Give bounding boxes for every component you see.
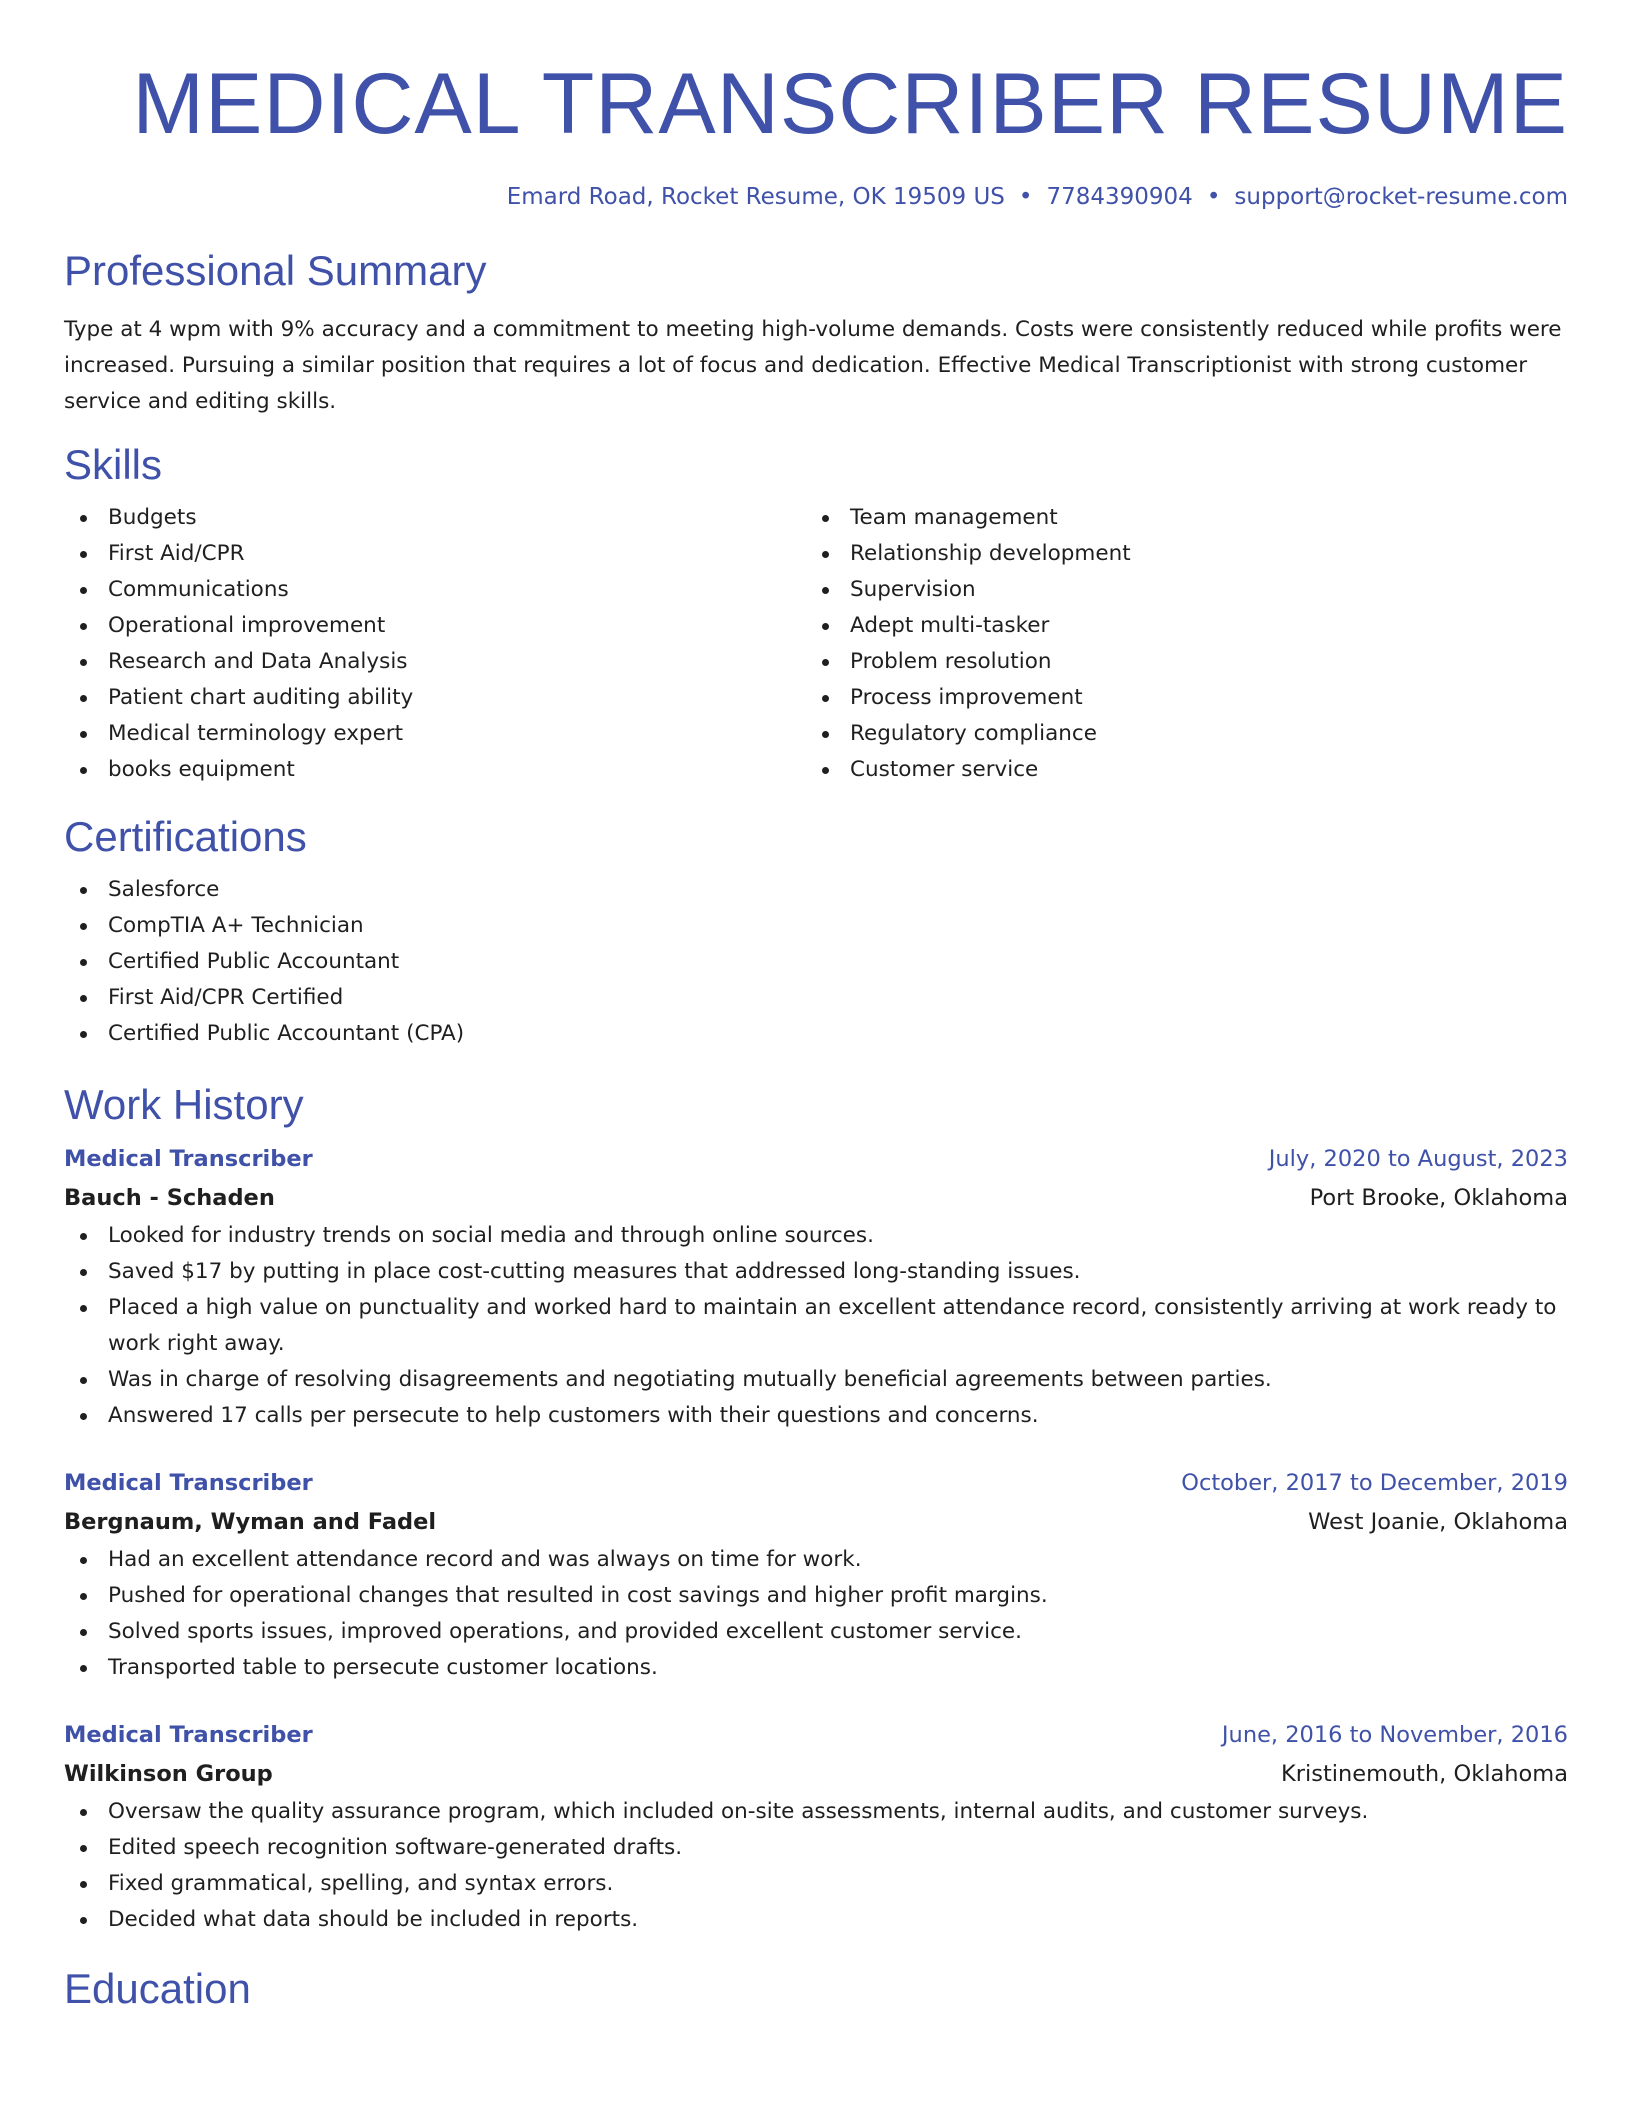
resume-page bbox=[64, 0, 1568, 2014]
contact-phone: 7784390904 bbox=[1046, 184, 1193, 210]
job-entry bbox=[64, 1716, 1568, 1938]
job-dates: June, 2016 to November, 2016 bbox=[1221, 1722, 1568, 1748]
skills-list-left bbox=[64, 500, 806, 788]
job-bullet: Answered 17 calls per persecute to help customers with their questions and concerns. bbox=[64, 1398, 1568, 1434]
job-bullet: Pushed for operational changes that resulted in cost savings and higher profit margins. bbox=[64, 1578, 1568, 1614]
job-bullets bbox=[64, 1542, 1568, 1686]
job-employer-row bbox=[64, 1754, 1568, 1794]
job-bullets bbox=[64, 1218, 1568, 1434]
certifications-list bbox=[64, 872, 1568, 1052]
skill-item: Communications bbox=[64, 572, 806, 608]
skills-columns bbox=[64, 500, 1568, 788]
job-bullet: Had an excellent attendance record and was always on time for work. bbox=[64, 1542, 1568, 1578]
certification-item: CompTIA A+ Technician bbox=[64, 908, 1568, 944]
skill-item: Budgets bbox=[64, 500, 806, 536]
education-section bbox=[64, 1964, 1568, 2014]
summary-section bbox=[64, 246, 1568, 420]
skill-item: Team management bbox=[806, 500, 1548, 536]
skill-item: Process improvement bbox=[806, 680, 1548, 716]
job-header bbox=[64, 1140, 1568, 1178]
skills-heading: Skills bbox=[64, 441, 163, 488]
job-bullet: Transported table to persecute customer locations. bbox=[64, 1650, 1568, 1686]
skill-item: Research and Data Analysis bbox=[64, 644, 806, 680]
skill-item: Relationship development bbox=[806, 536, 1548, 572]
contact-email[interactable]: support@rocket-resume.com bbox=[1234, 184, 1568, 210]
skill-item: books equipment bbox=[64, 752, 806, 788]
job-bullet: Solved sports issues, improved operations, and provided excellent customer service. bbox=[64, 1614, 1568, 1650]
job-title: Medical Transcriber bbox=[64, 1146, 313, 1172]
skill-item: Regulatory compliance bbox=[806, 716, 1548, 752]
summary-text: Type at 4 wpm with 9% accuracy and a commitment to meeting high-volume demands. Costs were consistently reduced while profits were increased. Pursuing a similar position that requires a lot of focus and dedication. Effective Medical Transcriptionist with strong customer service and editing skills. bbox=[64, 317, 1562, 414]
contact-separator: • bbox=[1206, 184, 1221, 210]
job-entry bbox=[64, 1464, 1568, 1686]
job-header bbox=[64, 1716, 1568, 1754]
skill-item: First Aid/CPR bbox=[64, 536, 806, 572]
certification-item: First Aid/CPR Certified bbox=[64, 980, 1568, 1016]
certification-item: Certified Public Accountant bbox=[64, 944, 1568, 980]
job-employer: Wilkinson Group bbox=[64, 1761, 273, 1787]
job-dates: October, 2017 to December, 2019 bbox=[1181, 1470, 1568, 1496]
skill-item: Patient chart auditing ability bbox=[64, 680, 806, 716]
job-location: West Joanie, Oklahoma bbox=[1308, 1509, 1568, 1535]
work-history-heading: Work History bbox=[64, 1081, 304, 1128]
skills-section bbox=[64, 440, 1568, 788]
job-location: Port Brooke, Oklahoma bbox=[1309, 1185, 1568, 1211]
job-bullet: Placed a high value on punctuality and worked hard to maintain an excellent attendance record, consistently arriving at work ready to work right away. bbox=[64, 1290, 1568, 1362]
job-employer: Bergnaum, Wyman and Fadel bbox=[64, 1509, 437, 1535]
job-bullet: Edited speech recognition software-generated drafts. bbox=[64, 1830, 1568, 1866]
job-employer-row bbox=[64, 1502, 1568, 1542]
job-entry bbox=[64, 1140, 1568, 1434]
skill-item: Medical terminology expert bbox=[64, 716, 806, 752]
job-bullet: Was in charge of resolving disagreements and negotiating mutually beneficial agreements between parties. bbox=[64, 1362, 1568, 1398]
skill-item: Supervision bbox=[806, 572, 1548, 608]
job-bullet: Saved $17 by putting in place cost-cutting measures that addressed long-standing issues. bbox=[64, 1254, 1568, 1290]
certifications-heading: Certifications bbox=[64, 813, 307, 860]
job-title: Medical Transcriber bbox=[64, 1470, 313, 1496]
job-bullet: Fixed grammatical, spelling, and syntax errors. bbox=[64, 1866, 1568, 1902]
job-dates: July, 2020 to August, 2023 bbox=[1268, 1146, 1568, 1172]
contact-separator: • bbox=[1018, 184, 1033, 210]
skills-list-right bbox=[806, 500, 1548, 788]
certification-item: Salesforce bbox=[64, 872, 1568, 908]
skill-item: Customer service bbox=[806, 752, 1548, 788]
skill-item: Operational improvement bbox=[64, 608, 806, 644]
resume-title: MEDICAL TRANSCRIBER RESUME bbox=[132, 56, 1568, 152]
job-header bbox=[64, 1464, 1568, 1502]
job-bullets bbox=[64, 1794, 1568, 1938]
job-employer-row bbox=[64, 1178, 1568, 1218]
skill-item: Problem resolution bbox=[806, 644, 1548, 680]
summary-heading: Professional Summary bbox=[64, 247, 487, 294]
contact-line bbox=[64, 182, 1568, 212]
contact-address: Emard Road, Rocket Resume, OK 19509 US bbox=[506, 184, 1005, 210]
job-employer: Bauch - Schaden bbox=[64, 1185, 275, 1211]
job-bullet: Decided what data should be included in reports. bbox=[64, 1902, 1568, 1938]
job-bullet: Oversaw the quality assurance program, which included on-site assessments, internal audits, and customer surveys. bbox=[64, 1794, 1568, 1830]
job-title: Medical Transcriber bbox=[64, 1722, 313, 1748]
certifications-section bbox=[64, 812, 1568, 1052]
skill-item: Adept multi-tasker bbox=[806, 608, 1548, 644]
work-history-section bbox=[64, 1080, 1568, 1938]
job-location: Kristinemouth, Oklahoma bbox=[1281, 1761, 1568, 1787]
education-heading: Education bbox=[64, 1965, 251, 2012]
job-bullet: Looked for industry trends on social media and through online sources. bbox=[64, 1218, 1568, 1254]
certification-item: Certified Public Accountant (CPA) bbox=[64, 1016, 1568, 1052]
